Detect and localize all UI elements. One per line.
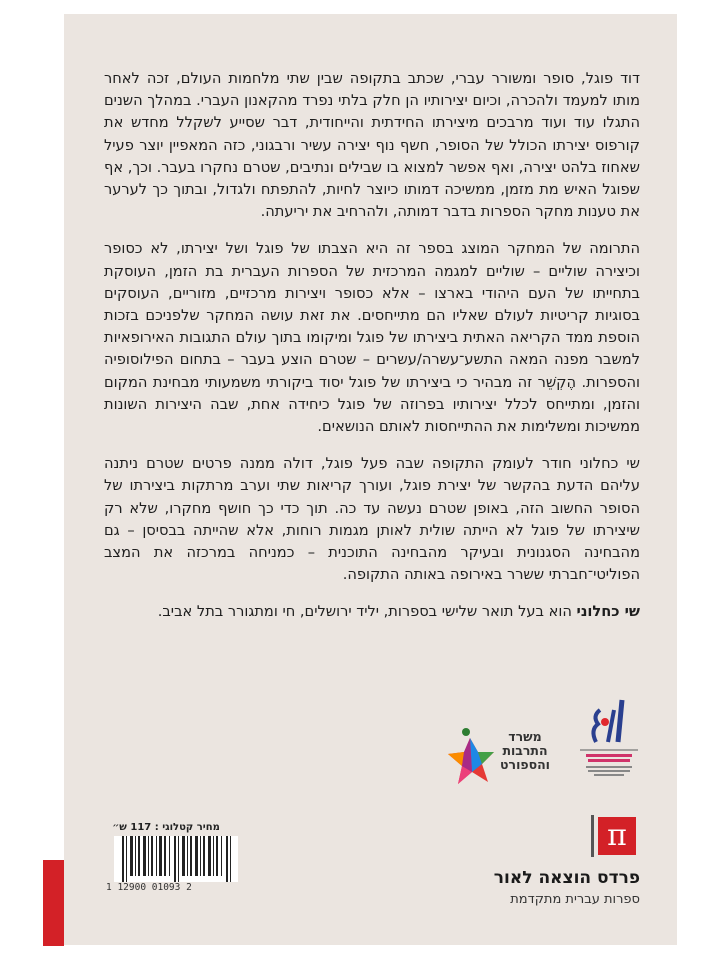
author-bio [104, 601, 640, 623]
publisher-logo [490, 812, 640, 907]
publisher-name: פרדס הוצאה לאור [493, 868, 640, 888]
pi-icon: π [598, 817, 636, 855]
spine-accent-bar [43, 860, 64, 946]
back-cover-blurb [104, 68, 640, 639]
blurb-paragraph: דוד פוגל, סופר ומשורר עברי, שכתב בתקופה שבין שתי מלחמות העולם, זכה לאחר מותו למעמד ולהכרה, וכיום יצירותיו הן חלק בלתי נפרד מהקאנון העברי. במהלך השנים התגלו עוד ועוד מרבכים מיצירתו החידתית והייחודית, דבר שסייע לשקלל מחדש את קורפוס יצירתו הכולל של הסופר, חשף נוף יצירה עשיר ורבגוני, כזה המאפיין יוצר פעיל שאחוז בלהט יצירה, ואף אפשר למצוא בו שבילים ונתיבים, שטרם נחקרו בעבר. וכך, אף שפוגל האיש מת מזמן, ממשיכה דמותו כיוצר לחיות, להתפתח ולגדול, ובתוך כך לערער את טענות מחקר הספרות בדבר דמותה, ולהרחיב את יריעתה. [104, 70, 640, 221]
isbn-barcode [106, 820, 246, 893]
pais-logo-icon [578, 696, 640, 788]
culture-ministry-logo [444, 726, 552, 798]
barcode-icon [114, 836, 238, 882]
colorful-star-icon [444, 726, 498, 794]
pais-logo [578, 696, 640, 788]
publisher-tagline: ספרות עברית מתקדמת [510, 892, 640, 907]
author-name: שי כחלוני [576, 603, 640, 621]
blurb-paragraph: שי כחלוני חודר לעומק התקופה שבה פעל פוגל, דולה ממנה פרטים שטרם ניתנה עליהם הדעת בהקשר של יצירת פוגל, ועורך קריאות שתי וערב מרתקות ביצירתו של הסופר החשוב הזה, באופן שטרם נעשה עד כה. תוך כדי כך חושף מחקרו, שלא רק שיצירתו של פוגל לא הייתה שולית לאותן מגמות רוחות, אלא שהייתה בבסיסן – גם מהבחינה הסגנונית ובעיקר מהבחינה התוכנית – כמניחה במרכזה את המצב הפוליטי־חברתי ששרר באירופה באותה התקופה. [104, 455, 640, 584]
culture-ministry-name: משרד התרבות והספורט [500, 729, 550, 772]
blurb-paragraph: התרומה של המחקר המוצג בספר זה היא הצבתו של פוגל ושל יצירתו, לא כסופר וכיצירה שוליים – שוליים למגמה המרכזית של הספרות העברית בת הזמן, העוסקת בתחייתו של העם היהודי בארצו – אלא כסופר ויצירות מרכזיים, מזוריים, העוסקים בסוגיות קריטיות לעולם שאליו הם מתייחסים. את זאת עושה המחקר שלפניכם בזכות הוספת ממד הקריאה האתית ביצירתו של פוגל ומיקומו בתוך עולם התגובות האירופאיות למשבר מפנה המאה התשע־עשרה/עשרים – שטרם הוצע בעבר – בתחום הפילוסופיה והספרות. הֶקְשֵׁר זה מבהיר כי ביצירתו של פוגל יסוד ביקורתי משמעותי מבחינת המקום והזמן, ומתייחס לכלל יצירותיו בפרוזה של פוגל כיחידה אחת, שבה היצירות השונות ממשיכות ומשלימות את ההתייחסות לאותם הנושאים. [104, 240, 640, 436]
publisher-divider [591, 815, 594, 857]
barcode-digits: 1 12900 01093 2 [106, 882, 192, 893]
catalog-price: מחיר קטלוגי : 117 ש״ [112, 822, 220, 833]
author-bio-text: הוא בעל תואר שלישי בספרות, יליד ירושלים, חי ומתגורר בתל אביב. [157, 603, 577, 621]
